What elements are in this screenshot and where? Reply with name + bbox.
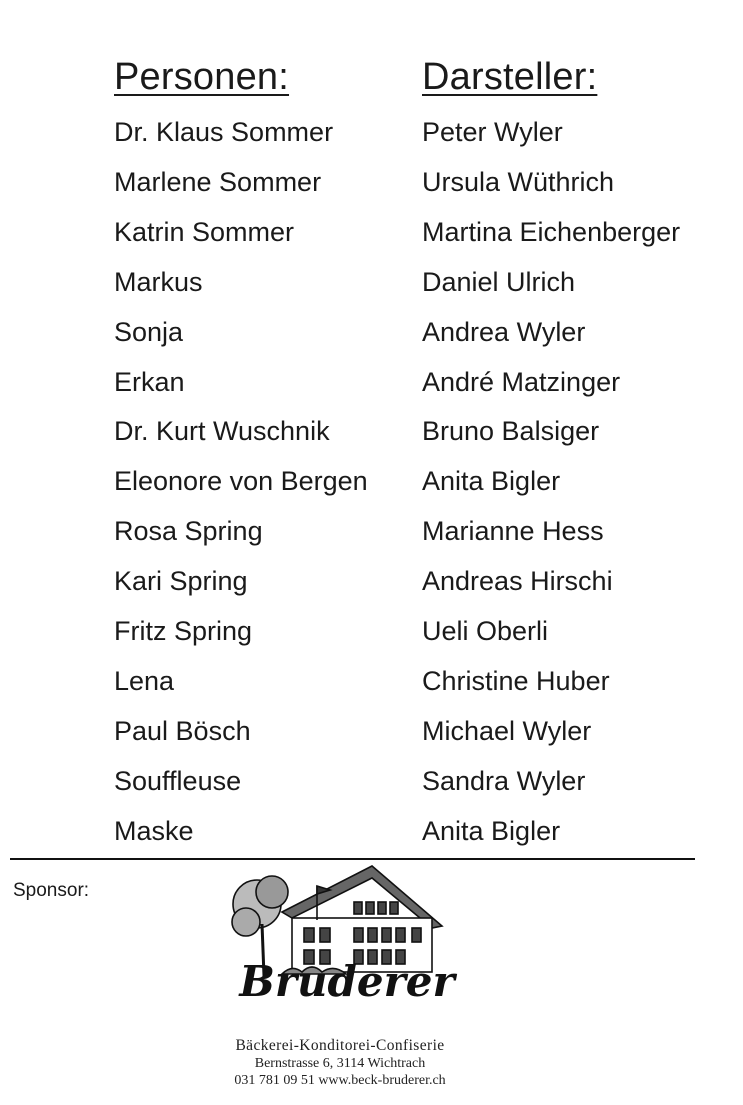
actor-name: Daniel Ulrich bbox=[422, 266, 576, 297]
cast-row bbox=[0, 416, 743, 466]
header-actors: Darsteller: bbox=[422, 56, 598, 98]
cast-row bbox=[0, 566, 743, 616]
role-name: Dr. Klaus Sommer bbox=[114, 117, 334, 147]
role-name: Kari Spring bbox=[114, 566, 248, 597]
actor-name: Andreas Hirschi bbox=[422, 566, 613, 597]
cast-row bbox=[0, 367, 743, 417]
cast-row bbox=[0, 267, 743, 317]
role-name: Dr. Kurt Wuschnik bbox=[114, 416, 330, 447]
role-name: Fritz Spring bbox=[114, 616, 253, 646]
role-name: Markus bbox=[114, 266, 203, 297]
cast-row bbox=[0, 317, 743, 367]
role-name: Paul Bösch bbox=[114, 715, 251, 746]
actor-name: Christine Huber bbox=[422, 665, 610, 696]
role-name: Erkan bbox=[114, 366, 185, 397]
actor-name: Anita Bigler bbox=[422, 466, 561, 497]
cast-row bbox=[0, 666, 743, 716]
sponsor-address: Bernstrasse 6, 3114 Wichtrach bbox=[254, 1056, 426, 1071]
actor-name: Ursula Wüthrich bbox=[422, 166, 615, 197]
actor-name: Ueli Oberli bbox=[422, 616, 549, 646]
sponsor-label: Sponsor: bbox=[13, 880, 90, 901]
cast-row bbox=[0, 117, 743, 167]
role-name: Rosa Spring bbox=[114, 516, 263, 547]
actor-name: Bruno Balsiger bbox=[422, 416, 600, 447]
role-name: Sonja bbox=[114, 316, 184, 347]
divider-line bbox=[10, 858, 695, 860]
sponsor-tagline: Bäckerei-Konditorei-Confiserie bbox=[235, 1037, 445, 1054]
actor-name: Andrea Wyler bbox=[422, 316, 586, 347]
sponsor-contact: 031 781 09 51 www.beck-bruderer.ch bbox=[234, 1073, 446, 1088]
actor-name: André Matzinger bbox=[422, 366, 621, 397]
role-name: Katrin Sommer bbox=[114, 216, 295, 247]
cast-row bbox=[0, 167, 743, 217]
role-name: Marlene Sommer bbox=[114, 166, 322, 197]
cast-row bbox=[0, 616, 743, 666]
actor-name: Anita Bigler bbox=[422, 815, 561, 846]
brand-wordmark: Bruderer bbox=[239, 957, 455, 1004]
cast-row bbox=[0, 516, 743, 566]
actor-name: Sandra Wyler bbox=[422, 765, 586, 796]
cast-row bbox=[0, 466, 743, 516]
actor-name: Martina Eichenberger bbox=[422, 216, 681, 247]
header-roles: Personen: bbox=[114, 56, 290, 98]
cast-row bbox=[0, 716, 743, 766]
role-name: Maske bbox=[114, 815, 194, 846]
sponsor-logo bbox=[222, 864, 472, 1004]
actor-name: Marianne Hess bbox=[422, 516, 604, 547]
role-name: Eleonore von Bergen bbox=[114, 466, 368, 497]
actor-name: Peter Wyler bbox=[422, 117, 563, 147]
actor-name: Michael Wyler bbox=[422, 715, 592, 746]
cast-row bbox=[0, 766, 743, 816]
role-name: Souffleuse bbox=[114, 765, 242, 796]
cast-row bbox=[0, 217, 743, 267]
role-name: Lena bbox=[114, 665, 175, 696]
